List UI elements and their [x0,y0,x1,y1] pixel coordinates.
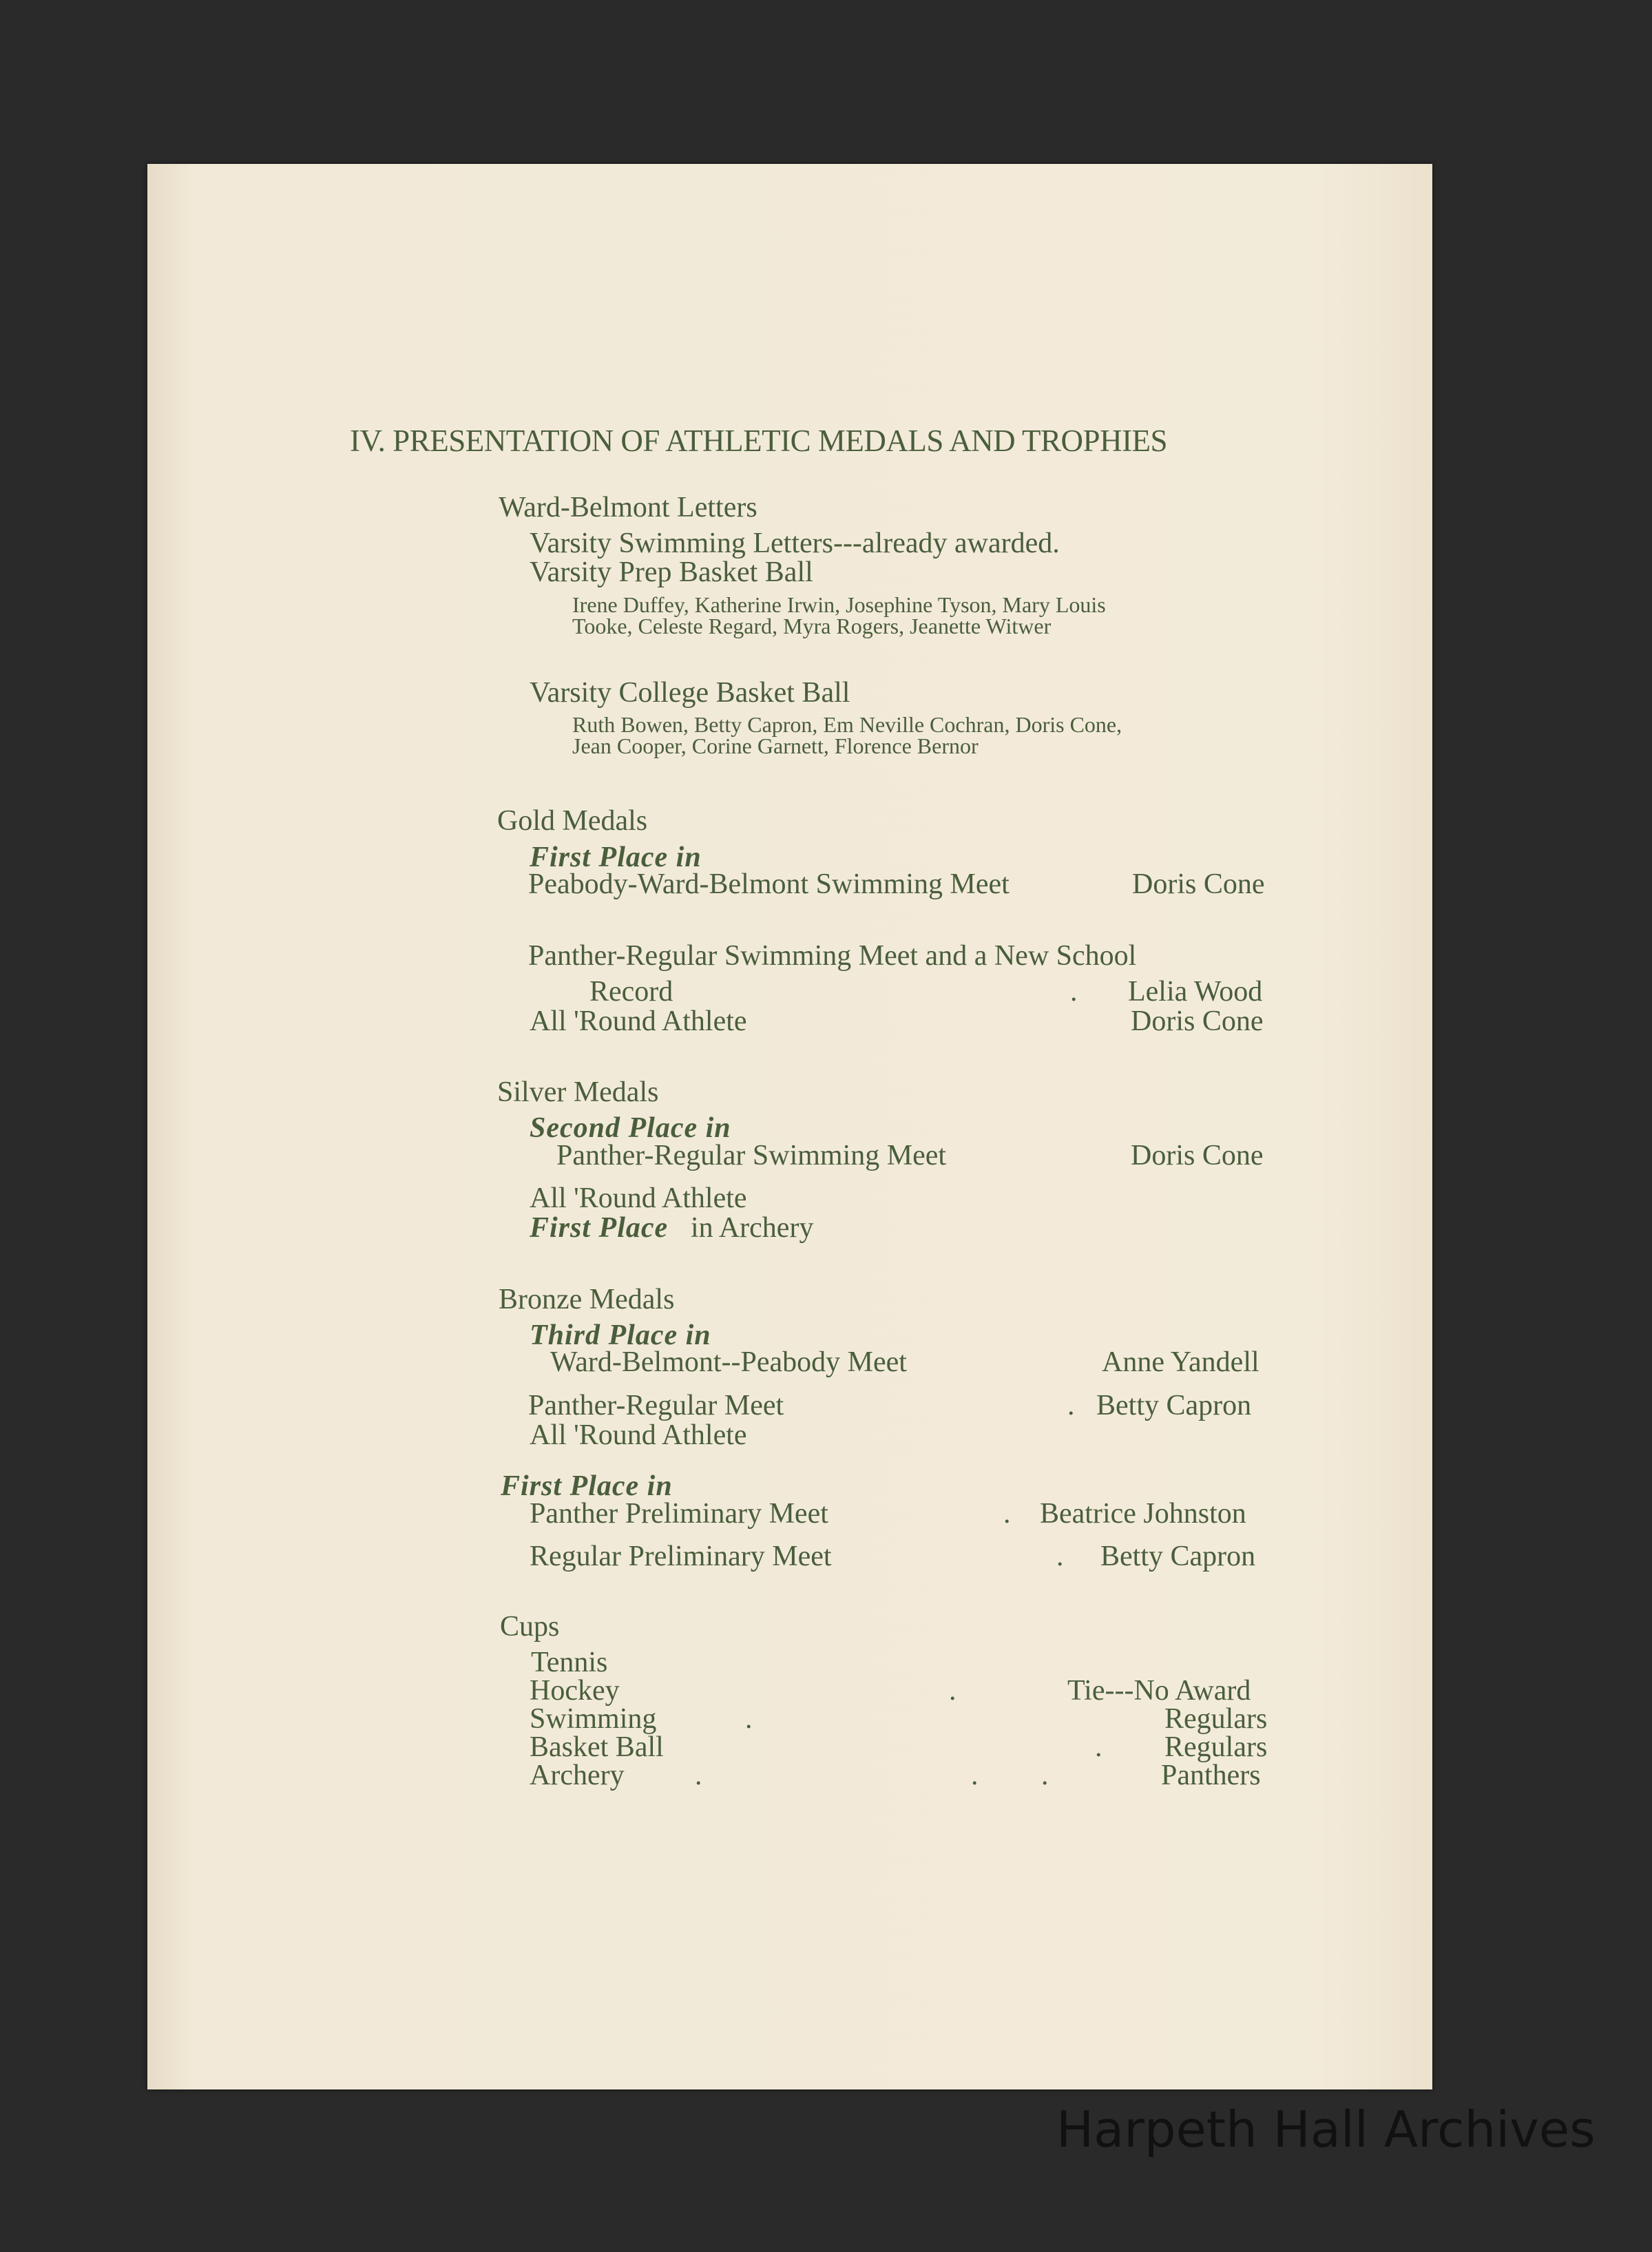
leader-dot: . [745,1703,753,1735]
gold-medals-title: Gold Medals [497,805,648,837]
gold-athlete-winner: Doris Cone [1131,1005,1264,1037]
gold-meet1-winner: Doris Cone [1132,868,1265,900]
prep-basketball-title: Varsity Prep Basket Ball [530,556,813,588]
leader-dot: . [971,1760,979,1791]
gold-first-place-label: First Place in [530,842,702,873]
leader-dot: . [949,1675,956,1707]
cup-sport-swimming: Swimming [530,1703,657,1735]
bronze-first-place-label: First Place in [501,1470,673,1502]
bronze-prelim2: Regular Preliminary Meet [530,1541,832,1572]
gold-record-winner: Lelia Wood [1128,976,1263,1008]
leader-dot: . [1056,1541,1064,1572]
silver-archery-label: in Archery [691,1212,814,1244]
cup-sport-basketball: Basket Ball [530,1731,664,1763]
gold-meet2: Panther-Regular Swimming Meet and a New School [528,940,1137,972]
silver-athlete-label: All 'Round Athlete [530,1182,747,1214]
cup-result-hockey: Tie---No Award [1067,1675,1251,1707]
leader-dot: . [1070,976,1078,1008]
prep-names-line-2: Tooke, Celeste Regard, Myra Rogers, Jeanette Witwer [572,614,1052,638]
silver-medals-title: Silver Medals [497,1076,659,1108]
bronze-athlete-label: All 'Round Athlete [530,1419,747,1451]
leader-dot: . [695,1760,702,1791]
gold-meet1: Peabody-Ward-Belmont Swimming Meet [528,868,1010,900]
cup-result-swimming: Regulars [1164,1703,1268,1735]
bronze-meet1-winner: Anne Yandell [1102,1346,1259,1378]
swimming-letters-line: Varsity Swimming Letters---already awarded. [530,528,1060,559]
cup-result-archery: Panthers [1161,1760,1261,1791]
cup-result-basketball: Regulars [1164,1731,1268,1763]
leader-dot: . [1003,1498,1011,1530]
bronze-prelim2-winner: Betty Capron [1100,1541,1256,1572]
leader-dot: . [1095,1731,1102,1763]
college-names-line-1: Ruth Bowen, Betty Capron, Em Neville Cochran, Doris Cone, [572,712,1122,737]
bronze-prelim1: Panther Preliminary Meet [530,1498,828,1530]
leader-dot: . [1067,1390,1075,1421]
silver-second-place-label: Second Place in [530,1112,731,1144]
cup-sport-hockey: Hockey [530,1675,620,1707]
bronze-meet2: Panther-Regular Meet [528,1390,784,1421]
gold-record-label: Record [589,976,673,1008]
bronze-meet2-winner: Betty Capron [1096,1390,1252,1421]
cup-sport-tennis: Tennis [531,1647,608,1678]
prep-names-line-1: Irene Duffey, Katherine Irwin, Josephine Tyson, Mary Louis [572,592,1106,617]
section-heading: IV. PRESENTATION OF ATHLETIC MEDALS AND TROPHIES [350,424,1168,458]
bronze-meet1: Ward-Belmont--Peabody Meet [550,1346,907,1378]
silver-meet-winner: Doris Cone [1131,1140,1264,1171]
letters-title: Ward-Belmont Letters [499,492,757,523]
college-basketball-title: Varsity College Basket Ball [530,677,850,709]
bronze-prelim1-winner: Beatrice Johnston [1040,1498,1246,1530]
bronze-medals-title: Bronze Medals [499,1284,675,1315]
college-names-line-2: Jean Cooper, Corine Garnett, Florence Bernor [572,733,979,758]
silver-meet: Panther-Regular Swimming Meet [556,1140,947,1171]
archive-watermark: Harpeth Hall Archives [1056,2100,1596,2158]
bronze-third-place-label: Third Place in [530,1320,711,1351]
silver-archery-first-place: First Place [530,1212,669,1244]
cup-sport-archery: Archery [530,1760,625,1791]
leader-dot: . [1041,1760,1049,1791]
gold-athlete-label: All 'Round Athlete [530,1005,747,1037]
cups-title: Cups [500,1611,560,1643]
